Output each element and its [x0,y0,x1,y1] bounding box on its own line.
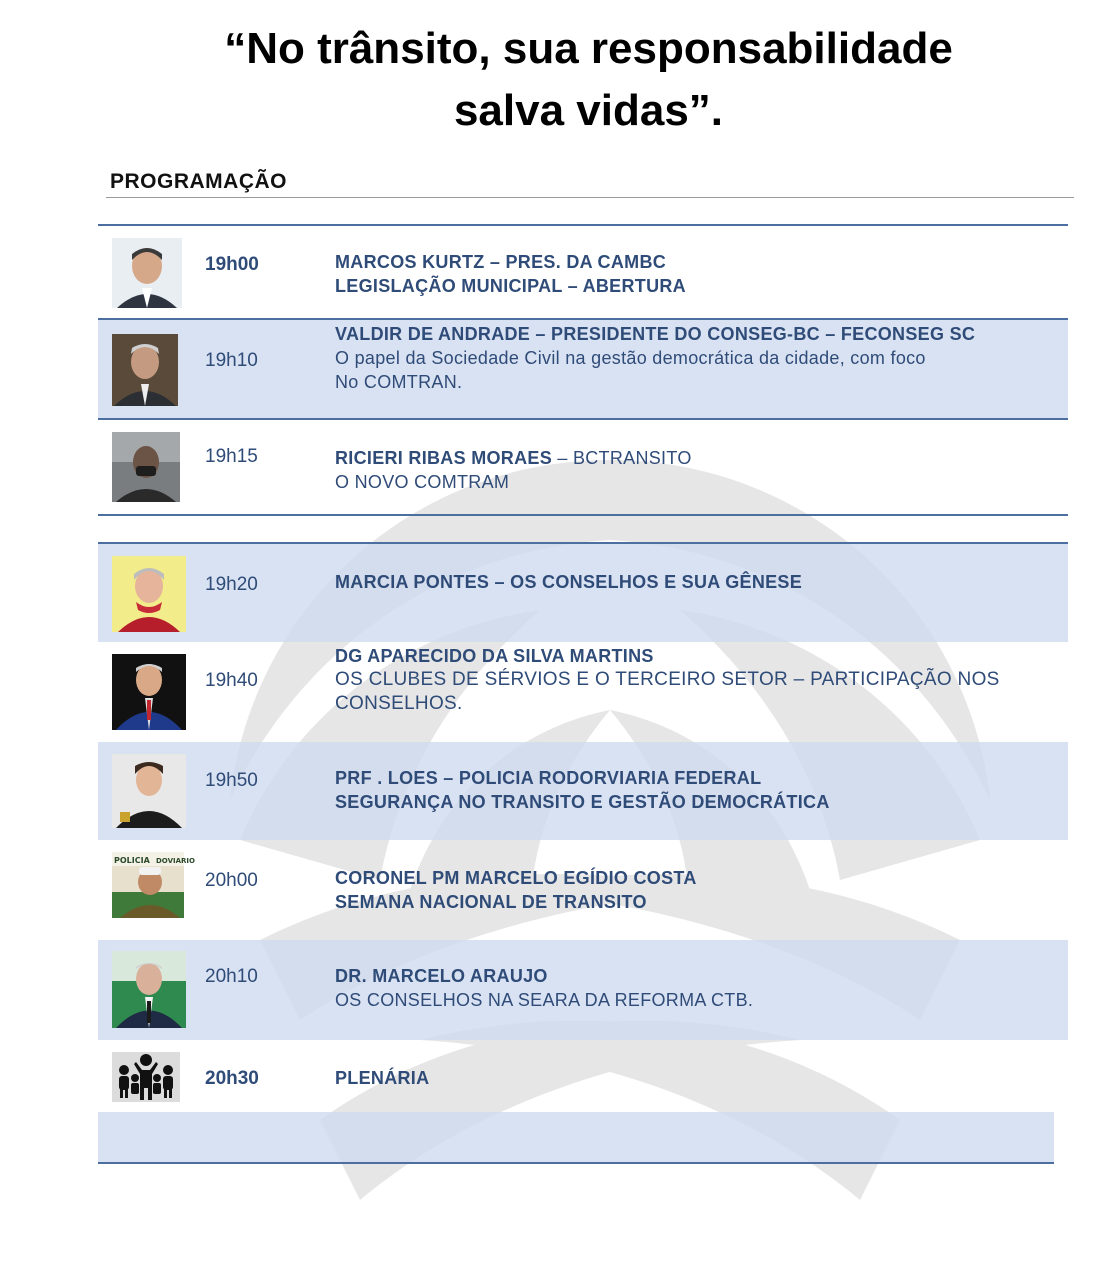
photo-caption-right: DOVIARIO [156,857,195,865]
talk-topic-continued: No COMTRAN. [335,372,463,392]
session-title: PLENÁRIA [335,1068,430,1088]
speaker-photo [112,754,186,828]
schedule-text [335,446,1058,494]
speaker-name: DR. MARCELO ARAUJO [335,966,548,986]
schedule-row [98,420,1068,516]
speaker-name: CORONEL PM MARCELO EGÍDIO COSTA [335,868,697,888]
schedule-row [98,542,1068,642]
talk-topic: SEMANA NACIONAL DE TRANSITO [335,892,647,912]
photo-caption-left: POLICIA [114,856,150,865]
speaker-photo [112,852,195,918]
time-label: 19h00 [205,254,259,275]
section-divider [106,197,1074,198]
speaker-name: VALDIR DE ANDRADE – PRESIDENTE DO CONSEG-BC – FECONSEG SC [335,324,976,344]
schedule-row [98,840,1068,940]
time-label: 19h40 [205,670,258,691]
schedule-text [335,1066,1058,1090]
talk-topic: OS CONSELHOS NA SEARA DA REFORMA CTB. [335,990,754,1010]
speaker-organization: – BCTRANSITO [552,448,692,468]
talk-topic: O papel da Sociedade Civil na gestão democrática da cidade, com foco [335,348,926,368]
schedule-text [335,250,1058,298]
speaker-photo [112,334,178,406]
speaker-photo [112,951,186,1028]
time-label: 19h15 [205,446,258,467]
time-label: 20h00 [205,870,258,891]
empty-row [98,1112,1054,1164]
time-label: 19h50 [205,770,258,791]
talk-topic: SEGURANÇA NO TRANSITO E GESTÃO DEMOCRÁTICA [335,792,830,812]
talk-topic: OS CLUBES DE SÉRVIOS E O TERCEIRO SETOR – PARTICIPAÇÃO NOS [335,669,1000,690]
schedule-row [98,318,1068,420]
page-title [0,18,1112,142]
time-label: 20h30 [205,1068,259,1089]
time-label: 19h10 [205,350,258,371]
speaker-name: MARCOS KURTZ – PRES. DA CAMBC [335,252,667,272]
speaker-photo [112,654,186,730]
schedule-text [335,570,1058,594]
schedule-text [335,866,1058,914]
title-line-2: salva vidas”. [453,86,724,135]
schedule-text [335,322,1058,394]
time-label: 19h20 [205,574,258,595]
talk-topic: O NOVO COMTRAM [335,472,510,492]
schedule-row [98,742,1068,840]
speaker-name: RICIERI RIBAS MORAES [335,448,553,468]
schedule-row [98,1040,1068,1112]
time-label: 20h10 [205,966,258,987]
speaker-photo [112,238,182,308]
schedule-text [335,644,1058,716]
speaker-photo [112,432,180,502]
title-line-1: “No trânsito, sua responsabilidade [224,24,953,73]
speaker-name: DG APARECIDO DA SILVA MARTINS [335,646,654,666]
speaker-name: PRF . LOES – POLICIA RODORVIARIA FEDERAL [335,768,762,788]
schedule-row [98,642,1068,742]
section-label: PROGRAMAÇÃO [110,170,287,193]
speaker-name-and-topic: MARCIA PONTES – OS CONSELHOS E SUA GÊNESE [335,572,803,592]
schedule-text [335,766,1058,814]
talk-topic-continued: CONSELHOS. [335,693,463,714]
schedule-row [98,226,1068,318]
group-icon [112,1052,180,1102]
table-top-divider [98,224,1068,226]
schedule-row [98,940,1068,1040]
speaker-photo [112,556,186,632]
schedule-text [335,964,1058,1012]
talk-topic: LEGISLAÇÃO MUNICIPAL – ABERTURA [335,276,686,296]
